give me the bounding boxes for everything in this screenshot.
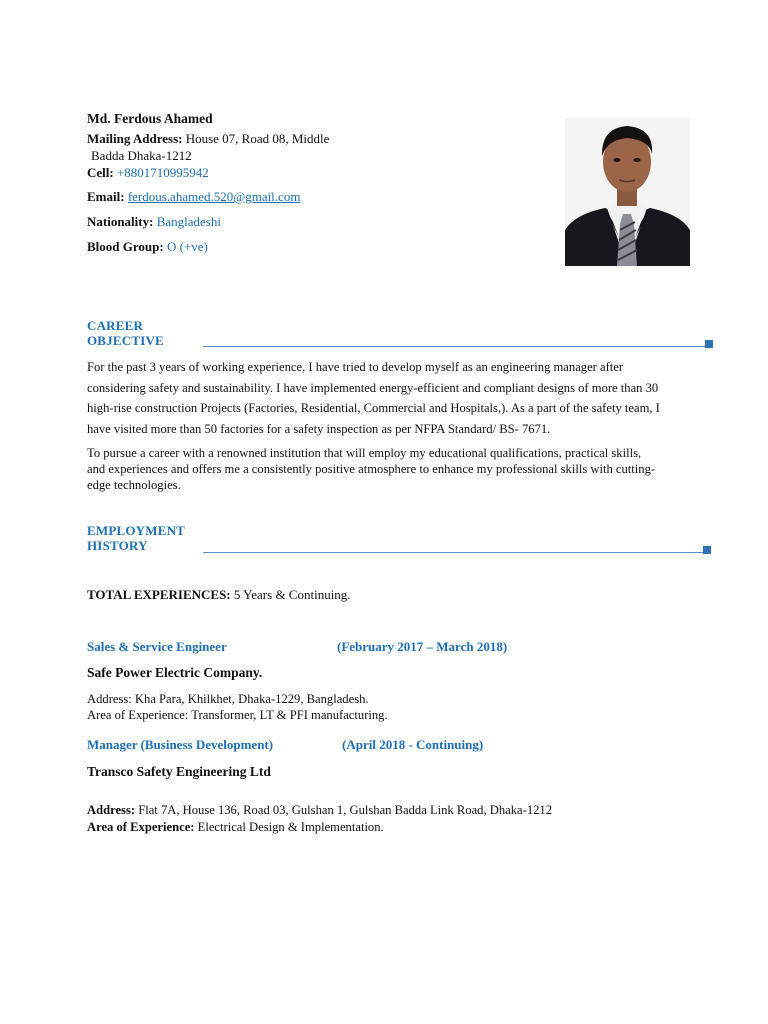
career-p1-line: For the past 3 years of working experience, I have tried to develop myself as an engineering manager after [87,360,624,374]
job-2-period: (April 2018 - Continuing) [342,737,484,752]
career-heading-line2: OBJECTIVE [87,333,164,348]
total-experience-label: TOTAL EXPERIENCES: [87,587,231,602]
career-paragraph-1 [87,357,727,439]
cell-label: Cell: [87,165,114,180]
career-paragraph-2 [87,445,727,493]
blood-group-label: Blood Group: [87,239,164,254]
job-1-address: Address: Kha Para, Khilkhet, Dhaka-1229, Bangladesh. [87,692,369,706]
profile-photo [565,118,690,266]
career-p2-line: edge technologies. [87,478,181,492]
employment-heading-line1: EMPLOYMENT [87,523,186,538]
cell-value[interactable]: +8801710995942 [116,165,209,180]
mailing-address-label: Mailing Address: [87,131,183,146]
total-experience-value: 5 Years & Continuing. [230,587,351,602]
career-p1-line: high-rise construction Projects (Factories, Residential, Commercial and Hospitals,). As a part of the safety team, I [87,401,660,415]
career-objective-heading [87,318,164,348]
career-divider-marker [705,340,713,348]
total-experience [87,586,351,603]
job-1-experience: Area of Experience: Transformer, LT & PFI manufacturing. [87,708,388,722]
blood-group-value: O (+ve) [166,239,208,254]
job-2-address-value: Flat 7A, House 136, Road 03, Gulshan 1, Gulshan Badda Link Road, Dhaka-1212 [135,803,553,817]
nationality-row [87,213,221,230]
job-2-title: Manager (Business Development) [87,737,274,752]
nationality-value: Bangladeshi [156,214,221,229]
job-1-period: (February 2017 – March 2018) [337,639,508,654]
email-row [87,188,300,205]
career-p1-line: considering safety and sustainability. I have implemented energy-efficient and compliant designs of more than 30 [87,380,659,395]
profile-photo-drawing [565,118,690,266]
employment-divider [203,552,705,553]
job-2-experience-value: Electrical Design & Implementation. [194,820,384,834]
email-link[interactable]: ferdous.ahamed.520@gmail.com [127,189,301,204]
mailing-address-line1: House 07, Road 08, Middle [182,131,330,146]
job-2-company: Transco Safety Engineering Ltd [87,764,271,779]
mailing-address [87,130,329,147]
nationality-label: Nationality: [87,214,154,229]
job-2-experience [87,819,384,835]
job-2-address-label: Address: [87,803,136,817]
career-divider [203,346,705,347]
career-p2-line: and experiences and offers me a consistently positive atmosphere to enhance my professional skills with cutting- [87,462,656,476]
cell-row [87,164,209,181]
job-1-title: Sales & Service Engineer [87,639,227,654]
career-p2-line: To pursue a career with a renowned institution that will employ my educational qualifications, practical skills, [87,446,642,460]
email-label: Email: [87,189,125,204]
employment-heading-line2: HISTORY [87,538,148,553]
job-2-experience-label: Area of Experience: [87,820,195,834]
blood-group-row [87,238,208,255]
employment-history-heading [87,523,185,553]
career-heading-line1: CAREER [87,318,144,333]
mailing-address-line2: Badda Dhaka-1212 [91,148,192,163]
candidate-name: Md. Ferdous Ahamed [87,111,213,126]
employment-divider-marker [703,546,711,554]
job-1-company: Safe Power Electric Company. [87,665,263,680]
career-p1-line: have visited more than 50 factories for a safety inspection as per NFPA Standard/ BS- 7671. [87,421,551,436]
job-2-address [87,802,552,818]
